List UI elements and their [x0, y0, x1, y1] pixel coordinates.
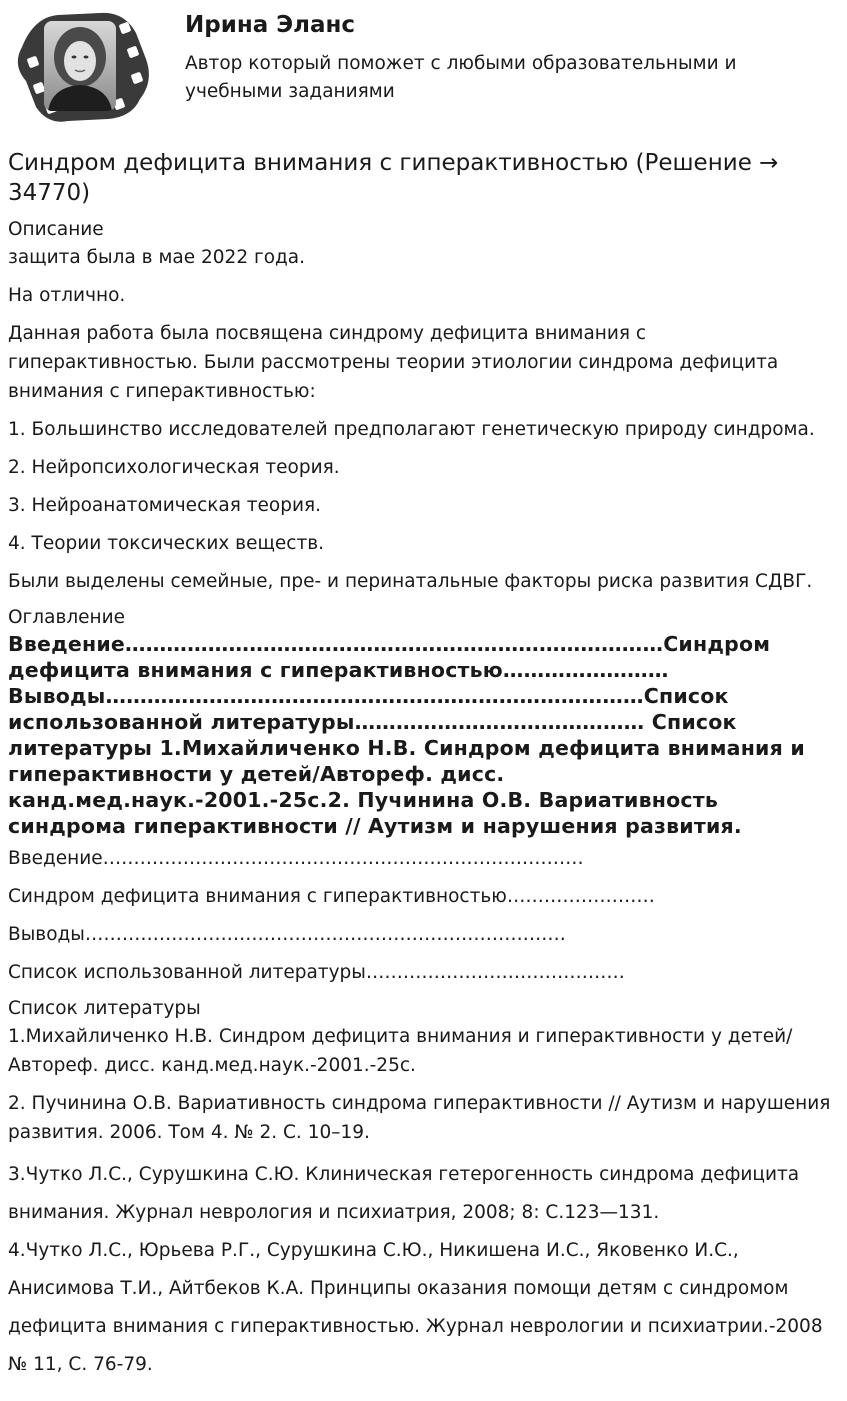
author-header [0, 0, 847, 130]
description-paragraph: Были выделены семейные, пре- и перинатальные факторы риска развития СДВГ. [8, 571, 813, 592]
page-title: Синдром дефицита внимания с гиперактивностью (Решение → 34770) [8, 150, 779, 206]
description-paragraph: Данная работа была посвящена синдрому дефицита внимания с гиперактивностью. Были рассмотрены теории этиологии синдрома дефицита внимания с гиперактивностью: [8, 323, 779, 402]
description-paragraph: На отлично. [8, 285, 126, 306]
description-paragraph: 3. Нейроанатомическая теория. [8, 495, 322, 516]
toc-bold-summary: Введение……………………………………………………………………Синдром дефицита внимания с гиперактивностью…………………… Выводы……………………………………………………………………Список использованной литературы…………………………………… Список литературы 1.Михайличенко Н.В. Синдром дефицита внимания и гиперактивности у детей/Автореф. дисс. канд.мед.наук.-2001.-25с.2. Пучинина О.В. Вариативность синдрома гиперактивности // Аутизм и нарушения развития. [8, 632, 805, 838]
description-paragraph: 1. Большинство исследователей предполагают генетическую природу синдрома. [8, 419, 815, 440]
description-paragraph: 4. Теории токсических веществ. [8, 533, 324, 554]
author-name: Ирина Эланс [185, 12, 356, 38]
description-paragraph: 2. Нейропсихологическая теория. [8, 457, 340, 478]
author-description: Автор который поможет с любыми образовательными и учебными заданиями [185, 53, 737, 102]
description-paragraph: защита была в мае 2022 года. [8, 247, 306, 268]
toc-item: Выводы…………………………………………………………………… [8, 924, 566, 945]
reference-item: 4.Чутко Л.С., Юрьева Р.Г., Сурушкина С.Ю., Никишена И.С., Яковенко И.С., Анисимова Т.И., Айтбеков К.А. Принципы оказания помощи детям с синдромом дефицита внимания с гиперактивностью. Журнал неврологии и психиатрии.-2008 № 11, С. 76-79. [8, 1240, 823, 1375]
toc-item: Синдром дефицита внимания с гиперактивностью…………………… [8, 886, 655, 907]
author-avatar [8, 7, 150, 125]
references-label: Список литературы [8, 998, 201, 1019]
film-reel-avatar-icon [8, 7, 150, 125]
toc-label: Оглавление [8, 607, 126, 628]
main-content [8, 148, 840, 1384]
toc-item: Введение…………………………………………………………………… [8, 848, 584, 869]
reference-item: 3.Чутко Л.С., Сурушкина С.Ю. Клиническая гетерогенность синдрома дефицита внимания. Журнал неврология и психиатрия, 2008; 8: С.123—131. [8, 1164, 800, 1223]
reference-item: 1.Михайличенко Н.В. Синдром дефицита внимания и гиперактивности у детей/Автореф. дисс. канд.мед.наук.-2001.-25с. [8, 1026, 793, 1076]
description-label: Описание [8, 219, 104, 240]
toc-item: Список использованной литературы…………………………………… [8, 962, 625, 983]
reference-item: 2. Пучинина О.В. Вариативность синдрома гиперактивности // Аутизм и нарушения развития. 2006. Том 4. № 2. С. 10–19. [8, 1093, 831, 1143]
